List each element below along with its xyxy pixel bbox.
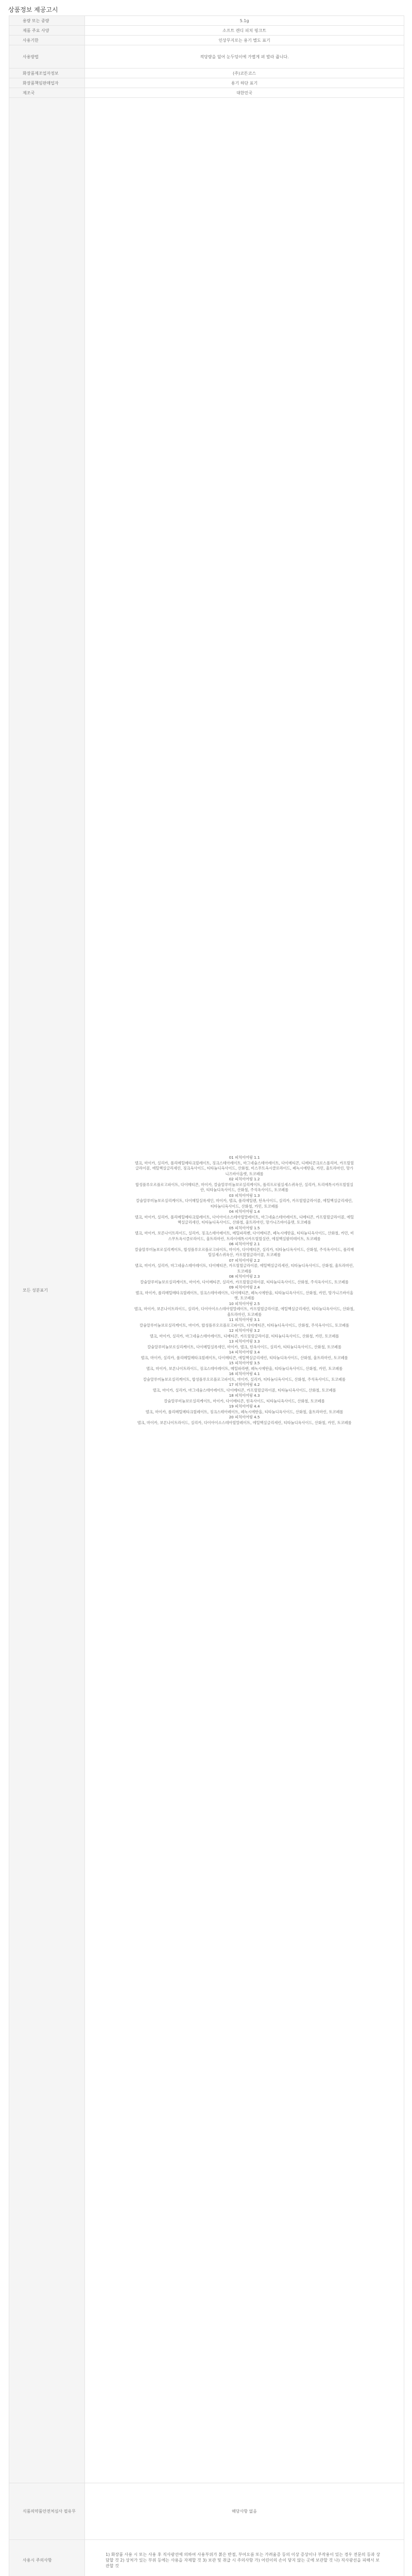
ingredient-block [85, 1371, 404, 1382]
row-value: (주)코튼코스 [85, 69, 404, 78]
ingredient-text: 탤크, 마이카, 폴리메틸메타크릴레이트, 징크스테아레이트, 다이메티콘, 페녹시에탄올, 티타늄디옥사이드, 산화철, 카민, 망가니즈바이올렛, 토코페롤 [135, 1290, 353, 1300]
table-row [9, 36, 404, 45]
ingredient-block [85, 1274, 404, 1285]
ingredient-code: 07 피치이어링 2.2 [229, 1258, 260, 1263]
table-row [9, 69, 404, 78]
ingredient-code: 01 피치이어링 1.1 [229, 1155, 260, 1160]
ingredient-text: 합성플루오르플로고파이트, 다이메티콘, 마이카, 칼슘알루미늄보로실리케이트, 폴리프로필실세스퀴옥산, 실리카, 트리에톡시카프릴릴실란, 티타늄디옥사이드, 산화철, 주석옥사이드, 토코페롤 [135, 1182, 354, 1192]
row-label: 화장품책임판매업자 [9, 78, 85, 88]
ingredient-code: 18 피치이어링 4.3 [229, 1393, 260, 1398]
page-title: 상품정보 제공고시 [8, 6, 58, 13]
table-row [9, 45, 404, 69]
ingredient-code: 19 피치이어링 4.4 [229, 1404, 260, 1409]
row-label: 사용시 주의사항 [9, 2540, 85, 2576]
table-row [9, 16, 404, 26]
ingredient-block [85, 1155, 404, 1177]
ingredient-block [85, 1317, 404, 1328]
ingredient-text: 탤크, 마이카, 보론나이트라이드, 실리카, 다이아이소스테아릴말레이트, 카프릴릴글라이콜, 에틸헥실글리세린, 티타늄디옥사이드, 산화철, 울트라마린, 토코페롤 [134, 1307, 355, 1317]
ingredient-code: 10 피치이어링 2.5 [229, 1301, 260, 1306]
row-label: 사용기한 [9, 36, 85, 45]
row-value: 소프트 캔디 피치 핑크트 [85, 26, 404, 36]
ingredient-block [85, 1209, 404, 1226]
ingredient-text: 탤크, 마이카, 폴리메틸메타크릴레이트, 징크스테아레이트, 페녹시에탄올, 티타늄디옥사이드, 산화철, 울트라마린, 토코페롤 [145, 1409, 344, 1414]
ingredient-block [85, 1285, 404, 1301]
ingredients-cell [85, 98, 404, 2483]
ingredient-block [85, 1393, 404, 1404]
row-label: 용량 또는 중량 [9, 16, 85, 26]
ingredient-block [85, 1339, 404, 1350]
row-label: 사용방법 [9, 45, 85, 69]
ingredient-code: 04 피치이어링 1.4 [229, 1209, 260, 1214]
row-value: 해당사항 없음 [85, 2483, 404, 2540]
ingredient-text: 칼슘알루미늄보로실리케이트, 합성플루오르플로고파이트, 마이카, 실리카, 티타늄디옥사이드, 산화철, 주석옥사이드, 토코페롤 [143, 1377, 346, 1382]
ingredient-text: 탤크, 마이카, 보론나이트라이드, 실리카, 다이아이소스테아릴말레이트, 에틸헥실글리세린, 티타늄디옥사이드, 산화철, 카민, 토코페롤 [137, 1420, 352, 1425]
row-value: 5.1g [85, 16, 404, 26]
ingredient-text: 탤크, 마이카, 보론나이트라이드, 실리카, 징크스테아레이트, 메틸파라벤, 다이메티콘, 페녹시에탄올, 티타늄디옥사이드, 산화철, 카민, 비스무트옥시클로라이드, 울트라마린, 트라이에톡시카프릴릴실란, 에칠헥실팔미테이트, 토코페롤 [134, 1231, 354, 1241]
table-row [9, 88, 404, 98]
ingredient-block [85, 1361, 404, 1371]
ingredient-code: 11 피치이어링 3.1 [229, 1317, 260, 1322]
ingredient-code: 06 피치이어링 2.1 [229, 1242, 260, 1246]
row-value: 적당량을 덜어 눈두덩이에 가볍게 펴 발라 줍니다. [85, 45, 404, 69]
ingredient-text: 탤크, 마이카, 실리카, 폴리메틸메타크릴레이트, 다이메티콘, 에틸헥실글리세린, 티타늄디옥사이드, 산화철, 울트라마린, 토코페롤 [141, 1355, 348, 1360]
ingredient-block [85, 1415, 404, 1426]
ingredient-block [85, 1328, 404, 1339]
ingredient-block [85, 1258, 404, 1275]
ingredient-text: 칼슘알루미늄보로실리케이트, 합성플루오르플로고파이트, 마이카, 다이메티콘, 실리카, 티타늄디옥사이드, 산화철, 주석옥사이드, 폴리메틸실세스퀴옥산, 카프릴릴글라이콜, 토코페롤 [134, 1247, 354, 1257]
ingredient-code: 15 피치이어링 3.5 [229, 1361, 260, 1365]
ingredient-block [85, 1193, 404, 1210]
ingredient-text: 칼슘알루미늄보로실리케이트, 다이메틸실록세인, 마이카, 탤크, 틴옥사이드, 실리카, 티타늄디옥사이드, 산화철, 토코페롤 [147, 1344, 341, 1349]
ingredient-code: 03 피치이어링 1.3 [229, 1193, 260, 1198]
table-row [9, 2540, 404, 2576]
ingredient-code: 13 피치이어링 3.3 [229, 1339, 260, 1344]
row-value: 인상무지로는 용기 별도 표기 [85, 36, 404, 45]
ingredient-code: 14 피치이어링 3.4 [229, 1350, 260, 1354]
row-label: 모든 성분표기 [9, 98, 85, 2483]
ingredient-block [85, 1404, 404, 1415]
table-row [9, 26, 404, 36]
row-value: 용기 하단 표기 [85, 78, 404, 88]
row-value: 대한민국 [85, 88, 404, 98]
ingredient-text: 칼슘알루미늄보로실리케이트, 다이메틸실록세인, 마이카, 탤크, 폴리에틸렌, 틴옥사이드, 실리카, 카프릴릴글라이콜, 에틸헥실글리세린, 티타늄디옥사이드, 산화철, 카민, 토코페롤 [136, 1198, 353, 1209]
ingredient-code: 16 피치이어링 4.1 [229, 1371, 260, 1376]
product-info-table [9, 15, 404, 2576]
table-row-ingredients [9, 98, 404, 2483]
ingredient-text: 탤크, 마이카, 보론나이트라이드, 징크스테아레이트, 메틸파라벤, 페녹시에탄올, 티타늄디옥사이드, 산화철, 카민, 토코페롤 [146, 1366, 343, 1371]
ingredient-code: 12 피치이어링 3.2 [229, 1328, 260, 1333]
ingredient-block [85, 1177, 404, 1193]
ingredient-text: 탤크, 마이카, 실리카, 폴리메틸메타크릴레이트, 징크스테아레이트, 마그네슘스테아레이트, 다이메티콘, 디메티콘크로스폴리머, 카프릴릴글라이콜, 에틸헥실글리세린, 징크옥사이드, 티타늄디옥사이드, 산화철, 비스무트옥시클로라이드, 페녹시에탄올, 카민, 울트라마린, 망가니즈바이올렛, 토코페롤 [134, 1160, 354, 1176]
row-label: 제품 주요 사양 [9, 26, 85, 36]
ingredient-text: 칼슘알루미늄보로실리케이트, 마이카, 합성플루오르플로고파이트, 다이메티콘, 티타늄디옥사이드, 산화철, 주석옥사이드, 토코페롤 [140, 1323, 349, 1328]
ingredient-text: 칼슘알루미늄보로실리케이트, 마이카, 다이메티콘, 실리카, 카프릴릴글라이콜, 티타늄디옥사이드, 산화철, 주석옥사이드, 토코페롤 [140, 1279, 349, 1284]
ingredient-code: 20 피치이어링 4.5 [229, 1415, 260, 1419]
ingredient-code: 09 피치이어링 2.4 [229, 1285, 260, 1290]
table-row [9, 2483, 404, 2540]
ingredient-code: 05 피치이어링 1.5 [229, 1225, 260, 1230]
ingredient-block [85, 1242, 404, 1258]
ingredient-code: 08 피치이어링 2.3 [229, 1274, 260, 1279]
row-label: 화장품제조업자정보 [9, 69, 85, 78]
ingredient-text: 탤크, 마이카, 실리카, 마그네슘스테아레이트, 다이메티콘, 카프릴릴글라이콜, 에틸헥실글리세린, 티타늄디옥사이드, 산화철, 울트라마린, 토코페롤 [134, 1263, 354, 1274]
ingredient-block [85, 1301, 404, 1318]
ingredient-text: 탤크, 마이카, 실리카, 폴리메틸메타크릴레이트, 다이아이소스테아릴말레이트, 마그네슘스테아레이트, 디메티콘, 카프릴릴글라이콜, 에틸헥실글리세린, 티타늄디옥사이드, 산화철, 울트라마린, 망가니즈바이올렛, 토코페롤 [134, 1214, 354, 1225]
ingredient-code: 17 피치이어링 4.2 [229, 1382, 260, 1387]
ingredient-code: 02 피치이어링 1.2 [229, 1177, 260, 1181]
ingredients-list [85, 1155, 404, 1426]
ingredient-block [85, 1350, 404, 1361]
ingredient-text: 칼슘알루미늄보로실리케이트, 마이카, 다이메티콘, 틴옥사이드, 티타늄디옥사이드, 산화철, 토코페롤 [164, 1398, 325, 1403]
caution-text: 1) 화장품 사용 시 또는 사용 후 직사광선에 의하여 사용부위가 붉은 반점, 부어오름 또는 가려움증 등의 이상 증상이나 부작용이 있는 경우 전문의 등과 상담할 것 2) 상처가 있는 부위 등에는 사용을 자제할 것 3) 보관 및 취급 시 주의사항 가) 어린이의 손이 닿지 않는 곳에 보관할 것 나) 직사광선을 피해서 보관할 것 [85, 2540, 404, 2576]
ingredient-text: 탤크, 마이카, 실리카, 마그네슘스테아레이트, 다이메티콘, 카프릴릴글라이콜, 티타늄디옥사이드, 산화철, 토코페롤 [152, 1387, 336, 1393]
row-label: 제조국 [9, 88, 85, 98]
ingredient-block [85, 1382, 404, 1393]
ingredient-block [85, 1226, 404, 1242]
table-row [9, 78, 404, 88]
row-label: 식품의약품안전처심사 필유무 [9, 2483, 85, 2540]
ingredient-text: 탤크, 마이카, 실리카, 마그네슘스테아레이트, 디메티콘, 카프릴릴글라이콜, 티타늄디옥사이드, 산화철, 카민, 토코페롤 [149, 1333, 339, 1338]
